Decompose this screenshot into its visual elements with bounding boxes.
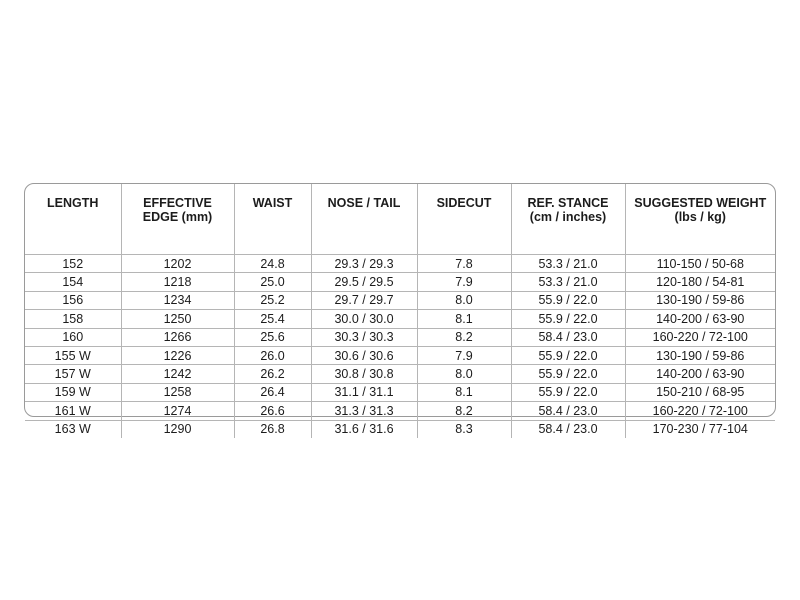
table-header-row <box>25 184 775 255</box>
table-row <box>25 291 775 309</box>
table-row <box>25 420 775 438</box>
cell-length: 157 W <box>25 365 121 383</box>
table-body <box>25 255 775 438</box>
cell-waist: 26.8 <box>234 420 311 438</box>
cell-length: 159 W <box>25 383 121 401</box>
cell-suggested-weight: 150-210 / 68-95 <box>625 383 775 401</box>
cell-waist: 25.6 <box>234 328 311 346</box>
header-waist <box>234 184 311 255</box>
cell-ref-stance: 55.9 / 22.0 <box>511 310 625 328</box>
cell-sidecut: 8.2 <box>417 328 511 346</box>
cell-waist: 26.6 <box>234 402 311 420</box>
header-effective-edge <box>121 184 234 255</box>
cell-nose-tail: 30.6 / 30.6 <box>311 346 417 364</box>
cell-effective-edge: 1266 <box>121 328 234 346</box>
table-row <box>25 402 775 420</box>
cell-waist: 26.2 <box>234 365 311 383</box>
header-effective-edge-line2: EDGE (mm) <box>142 210 213 224</box>
cell-sidecut: 7.9 <box>417 273 511 291</box>
cell-length: 163 W <box>54 422 91 437</box>
cell-sidecut: 8.0 <box>417 291 511 309</box>
cell-nose-tail: 30.0 / 30.0 <box>311 310 417 328</box>
cell-nose-tail: 30.8 / 30.8 <box>311 365 417 383</box>
cell-sidecut: 8.0 <box>417 365 511 383</box>
cell-length: 156 <box>25 291 121 309</box>
cell-suggested-weight: 130-190 / 59-86 <box>625 346 775 364</box>
cell-length: 161 W <box>25 402 121 420</box>
cell-nose-tail: 31.1 / 31.1 <box>311 383 417 401</box>
header-nose-tail-line1: NOSE / TAIL <box>327 196 401 210</box>
cell-waist: 25.4 <box>234 310 311 328</box>
header-length <box>25 184 121 255</box>
table-row <box>25 365 775 383</box>
header-nose-tail <box>311 184 417 255</box>
cell-sidecut: 8.1 <box>417 310 511 328</box>
header-length-line1: LENGTH <box>47 196 99 210</box>
cell-nose-tail: 29.3 / 29.3 <box>311 255 417 273</box>
header-suggested-weight-line2: (lbs / kg) <box>674 210 726 224</box>
cell-suggested-weight: 110-150 / 50-68 <box>625 255 775 273</box>
header-ref-stance-line1: REF. STANCE <box>527 196 609 210</box>
cell-suggested-weight: 170-230 / 77-104 <box>625 420 775 438</box>
table-row <box>25 383 775 401</box>
cell-suggested-weight: 160-220 / 72-100 <box>625 402 775 420</box>
cell-length: 152 <box>25 255 121 273</box>
cell-sidecut: 8.2 <box>417 402 511 420</box>
header-sidecut-line1: SIDECUT <box>436 196 492 210</box>
cell-effective-edge: 1234 <box>121 291 234 309</box>
header-effective-edge-line1: EFFECTIVE <box>143 196 212 210</box>
cell-suggested-weight: 160-220 / 72-100 <box>625 328 775 346</box>
cell-waist: 25.0 <box>234 273 311 291</box>
cell-effective-edge: 1274 <box>121 402 234 420</box>
cell-length: 154 <box>25 273 121 291</box>
cell-ref-stance: 58.4 / 23.0 <box>511 402 625 420</box>
cell-suggested-weight: 130-190 / 59-86 <box>625 291 775 309</box>
header-suggested-weight <box>625 184 775 255</box>
cell-nose-tail: 30.3 / 30.3 <box>311 328 417 346</box>
header-sidecut <box>417 184 511 255</box>
cell-effective-edge: 1242 <box>121 365 234 383</box>
cell-sidecut: 7.8 <box>417 255 511 273</box>
header-ref-stance <box>511 184 625 255</box>
cell-nose-tail: 31.3 / 31.3 <box>311 402 417 420</box>
cell-sidecut: 8.3 <box>417 420 511 438</box>
cell-suggested-weight: 140-200 / 63-90 <box>625 365 775 383</box>
cell-ref-stance: 53.3 / 21.0 <box>511 255 625 273</box>
cell-length: 155 W <box>25 346 121 364</box>
cell-effective-edge: 1218 <box>121 273 234 291</box>
cell-effective-edge: 1258 <box>121 383 234 401</box>
cell-effective-edge: 1226 <box>121 346 234 364</box>
cell-waist: 26.4 <box>234 383 311 401</box>
cell-nose-tail: 31.6 / 31.6 <box>311 420 417 438</box>
cell-ref-stance: 53.3 / 21.0 <box>511 273 625 291</box>
cell-effective-edge: 1250 <box>121 310 234 328</box>
cell-length: 160 <box>25 328 121 346</box>
table-row <box>25 346 775 364</box>
cell-waist: 24.8 <box>234 255 311 273</box>
cell-ref-stance: 58.4 / 23.0 <box>511 420 625 438</box>
cell-sidecut: 7.9 <box>417 346 511 364</box>
cell-effective-edge: 1290 <box>121 420 234 438</box>
cell-effective-edge: 1202 <box>121 255 234 273</box>
cell-ref-stance: 55.9 / 22.0 <box>511 365 625 383</box>
cell-nose-tail: 29.5 / 29.5 <box>311 273 417 291</box>
table-row <box>25 310 775 328</box>
cell-suggested-weight: 120-180 / 54-81 <box>625 273 775 291</box>
table-row <box>25 255 775 273</box>
header-suggested-weight-line1: SUGGESTED WEIGHT <box>634 196 767 210</box>
cell-suggested-weight: 140-200 / 63-90 <box>625 310 775 328</box>
cell-sidecut: 8.1 <box>417 383 511 401</box>
size-chart-table-container <box>24 183 776 437</box>
cell-waist: 26.0 <box>234 346 311 364</box>
table-row <box>25 328 775 346</box>
header-ref-stance-line2: (cm / inches) <box>529 210 607 224</box>
size-chart-table <box>25 184 775 438</box>
cell-ref-stance: 58.4 / 23.0 <box>511 328 625 346</box>
cell-nose-tail: 29.7 / 29.7 <box>311 291 417 309</box>
table-row <box>25 273 775 291</box>
cell-length: 158 <box>25 310 121 328</box>
cell-ref-stance: 55.9 / 22.0 <box>511 291 625 309</box>
cell-waist: 25.2 <box>234 291 311 309</box>
header-waist-line1: WAIST <box>252 196 293 210</box>
cell-ref-stance: 55.9 / 22.0 <box>511 383 625 401</box>
cell-ref-stance: 55.9 / 22.0 <box>511 346 625 364</box>
